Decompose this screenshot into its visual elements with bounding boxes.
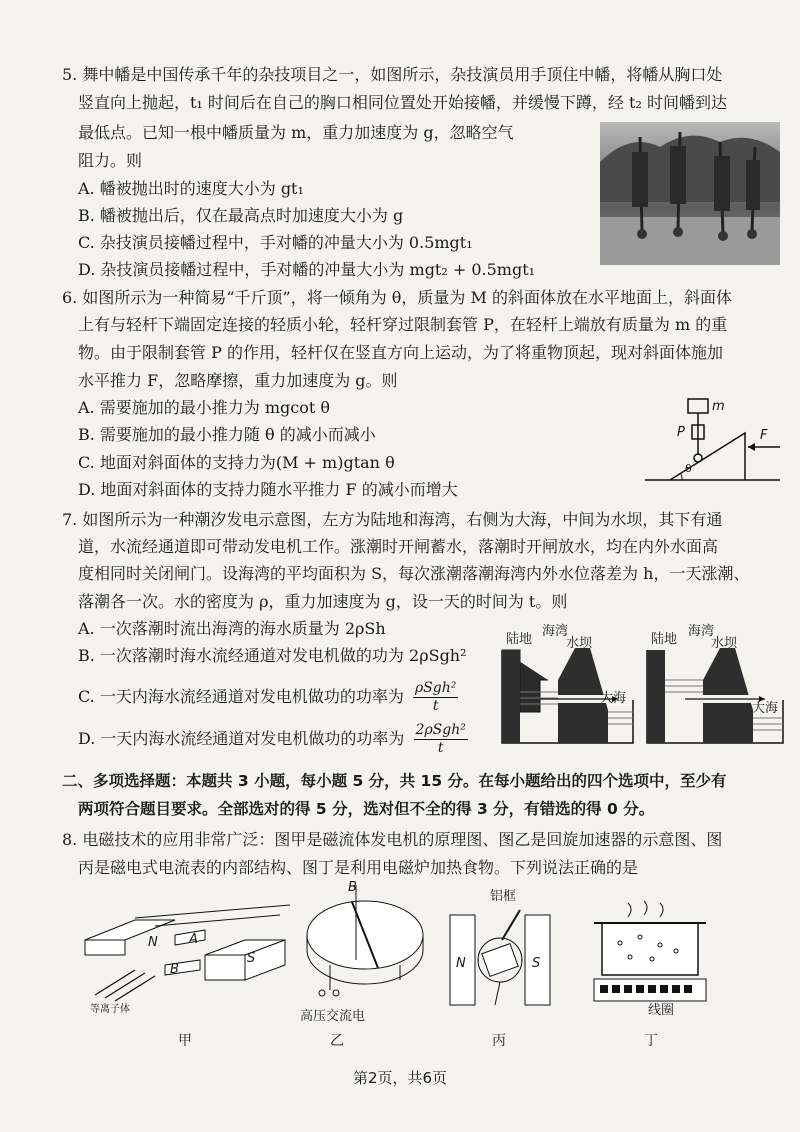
q8-jia-label-s: S (247, 951, 256, 966)
q8-bing-label-s: S (532, 956, 541, 971)
q7-option-a: A. 一次落潮时流出海湾的海水质量为 2ρSh (78, 619, 386, 638)
q7-option-c (78, 680, 458, 715)
q8-fig-bing-caption: 丙 (492, 1033, 506, 1049)
q7-option-c-denominator: t (432, 698, 439, 714)
q6-option-b: B. 需要施加的最小推力随 θ 的减小而减小 (78, 425, 376, 444)
q6-label-m: m (712, 399, 725, 414)
section2-heading-line1: 二、多项选择题：本题共 3 小题，每小题 5 分，共 15 分。在每小题给出的四个选项中，至少有 (62, 772, 727, 790)
q7-right-label-dam: 水坝 (711, 636, 738, 651)
q6-label-p: P (677, 425, 685, 440)
q8-ding-label-coil: 线圈 (648, 1003, 675, 1018)
q7-left-label-bay: 海湾 (542, 624, 569, 639)
q7-option-c-numerator: ρSgh² (414, 680, 457, 696)
q7-left-label-sea: 大海 (600, 691, 627, 706)
q5-option-a: A. 幡被抛出时的速度大小为 gt₁ (78, 179, 304, 198)
q5-line3: 最低点。已知一根中幡质量为 m，重力加速度为 g，忽略空气 (78, 123, 514, 142)
q8-fig-bing-galvanometer (440, 900, 560, 1010)
q5-line1: 5. 舞中幡是中国传承千年的杂技项目之一，如图所示，杂技演员用手顶住中幡，将幡从胸口处 (62, 65, 723, 84)
q7-line1: 7. 如图所示为一种潮汐发电示意图，左方为陆地和海湾，右侧为大海，中间为水坝，其下有通 (62, 510, 723, 529)
q5-performer-photo (600, 122, 780, 265)
q7-option-b: B. 一次落潮时海水流经通道对发电机做的功为 2ρSgh² (78, 646, 467, 665)
q7-line3: 度相同时关闭闸门。设海湾的平均面积为 S，每次涨潮落潮海湾内外水位落差为 h，一天涨潮、 (78, 564, 750, 583)
q5-line2: 竖直向上抛起，t₁ 时间后在自己的胸口相同位置处开始接幡，并缓慢下蹲，经 t₂ 时间幡到达 (78, 93, 727, 112)
q6-option-a: A. 需要施加的最小推力为 mgcot θ (78, 398, 330, 417)
q7-line4: 落潮各一次。水的密度为 ρ，重力加速度为 g，设一天的时间为 t。则 (78, 592, 568, 611)
page-number: 第2页，共6页 (352, 1069, 448, 1087)
q5-option-c: C. 杂技演员接幡过程中，手对幡的冲量大小为 0.5mgt₁ (78, 233, 473, 252)
q8-jia-label-plasma: 等离子体 (90, 1004, 130, 1015)
q8-jia-label-a: A (189, 932, 198, 947)
q6-option-c: C. 地面对斜面体的支持力为(M + m)gtan θ (78, 453, 395, 472)
q6-option-d: D. 地面对斜面体的支持力随水平推力 F 的减小而增大 (78, 480, 458, 499)
q7-option-d (78, 722, 468, 757)
q7-option-c-text: C. 一天内海水流经通道对发电机做功的功率为 (78, 687, 404, 706)
q8-jia-label-b: B (170, 962, 179, 977)
q7-line2: 道，水流经通道即可带动发电机工作。涨潮时开闸蓄水，落潮时开闸放水，均在内外水面高 (78, 537, 719, 556)
q6-label-f: F (760, 428, 768, 443)
q7-left-label-dam: 水坝 (566, 636, 593, 651)
q8-fig-ding-caption: 丁 (644, 1033, 658, 1049)
q8-bing-label-n: N (456, 956, 466, 971)
q8-bing-label-frame: 铝框 (490, 889, 517, 904)
q8-line1: 8. 电磁技术的应用非常广泛：图甲是磁流体发电机的原理图、图乙是回旋加速器的示意图、图 (62, 830, 723, 849)
q7-option-c-fraction (413, 680, 458, 715)
q7-right-label-bay: 海湾 (688, 624, 715, 639)
q5-option-d: D. 杂技演员接幡过程中，手对幡的冲量大小为 mgt₂ + 0.5mgt₁ (78, 260, 536, 279)
q7-option-d-text: D. 一天内海水流经通道对发电机做功的功率为 (78, 729, 405, 748)
q8-fig-ding-induction-cooker (590, 895, 710, 1015)
q7-right-label-sea: 大海 (752, 701, 779, 716)
q8-yi-label-b: B (348, 880, 357, 895)
q7-option-d-denominator: t (437, 740, 444, 756)
q8-fig-jia-caption: 甲 (178, 1033, 192, 1049)
q6-line4: 水平推力 F，忽略摩擦，重力加速度为 g。则 (78, 371, 398, 390)
section2-heading-line2: 两项符合题目要求。全部选对的得 5 分，选对但不全的得 3 分，有错选的得 0 分。 (78, 800, 655, 818)
q7-option-d-fraction (414, 722, 468, 757)
q8-fig-yi-caption: 乙 (330, 1033, 344, 1049)
q8-fig-jia-mhd-generator (75, 900, 295, 1010)
q8-jia-label-n: N (148, 935, 158, 950)
q7-right-label-land: 陆地 (651, 632, 678, 647)
q6-line2: 上有与轻杆下端固定连接的轻质小轮，轻杆穿过限制套管 P，在轻杆上端放有质量为 m 的重 (78, 315, 728, 334)
q5-option-b: B. 幡被抛出后，仅在最高点时加速度大小为 g (78, 206, 404, 225)
q7-tidal-diagram-right (645, 640, 785, 745)
q7-option-d-numerator: 2ρSgh² (415, 722, 466, 738)
q8-fig-yi-cyclotron (300, 880, 430, 1010)
q7-left-label-land: 陆地 (506, 632, 533, 647)
q8-line2: 丙是磁电式电流表的内部结构、图丁是利用电磁炉加热食物。下列说法正确的是 (78, 858, 639, 877)
q5-line4: 阻力。则 (78, 151, 143, 170)
q6-line1: 6. 如图所示为一种简易“千斤顶”，将一倾角为 θ，质量为 M 的斜面体放在水平地面上，斜面体 (62, 288, 732, 307)
q6-line3: 物。由于限制套管 P 的作用，轻杆仅在竖直方向上运动，为了将重物顶起，现对斜面体施加 (78, 343, 723, 362)
q8-yi-label-hv: 高压交流电 (300, 1009, 366, 1024)
q6-label-theta: θ (685, 462, 692, 475)
